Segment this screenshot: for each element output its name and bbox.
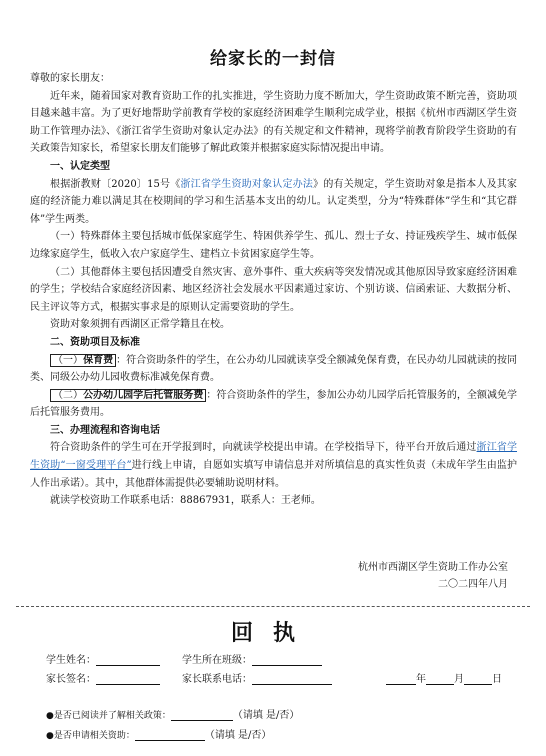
parent-phone-label: 家长联系电话： bbox=[182, 674, 252, 685]
application-platform-link[interactable]: 浙江省学生资助“一窗受理平台” bbox=[30, 442, 518, 472]
year-field[interactable] bbox=[386, 672, 416, 685]
apply-aid-hint: （请填 是/否） bbox=[204, 730, 272, 741]
day-label: 日 bbox=[492, 674, 502, 685]
section2-item2-text: ：符合资助条件的学生，参加公办幼儿园学后托管服务的，全额减免学后托管服务费用。 bbox=[30, 389, 518, 419]
parent-sign-label: 家长签名： bbox=[46, 674, 96, 685]
letter-body bbox=[30, 70, 517, 510]
student-name-field[interactable] bbox=[96, 653, 160, 666]
parent-phone-field[interactable] bbox=[252, 672, 332, 685]
section1-paragraph1 bbox=[30, 176, 517, 229]
reply-title: 回执 bbox=[230, 620, 315, 646]
section2-item1-label: 保育费 bbox=[83, 354, 114, 366]
greeting: 尊敬的家长朋友： bbox=[30, 73, 110, 84]
year-label: 年 bbox=[416, 674, 426, 685]
day-field[interactable] bbox=[464, 672, 492, 685]
policy-read-hint: （请填 是/否） bbox=[232, 710, 300, 721]
section2-item2-box bbox=[50, 389, 206, 402]
section1-p1-text-b: 》的有关规定，学生资助对象是指本人及其家庭的经济能力难以满足其在校期间的学习和生活基本支出的幼儿。认定类型，分为“特殊群体”学生和“其它群体”学生两类。 bbox=[30, 178, 518, 225]
section1-paragraph2 bbox=[30, 228, 517, 263]
section3-heading: 三、办理流程和咨询电话 bbox=[50, 424, 160, 436]
section2-item1-text: ：符合资助条件的学生，在公办幼儿园就读享受全额减免保育费，在民办幼儿园就读的按同类、同级公办幼儿园收费标准减免保育费。 bbox=[30, 354, 518, 384]
signoff-org: 杭州市西湖区学生资助工作办公室 bbox=[358, 562, 508, 573]
policy-read-field[interactable] bbox=[171, 708, 233, 721]
parent-sign-field[interactable] bbox=[96, 672, 160, 685]
cut-line-divider bbox=[16, 606, 530, 607]
month-field[interactable] bbox=[426, 672, 454, 685]
parent-sign-row bbox=[46, 670, 160, 685]
section1-p2-prefix: （一） bbox=[50, 231, 81, 243]
section3-p1-text-b: 进行线上申请，自愿如实填写申请信息并对所填信息的真实性负责（未成年学生由监护人作出承诺）。其中，其他群体需提供必要辅助说明材料。 bbox=[30, 460, 517, 489]
section1-paragraph4: 资助对象须拥有西湖区正常学籍且在校。 bbox=[50, 319, 230, 331]
section3-paragraph2: 就读学校资助工作联系电话：88867931，联系人：王老师。 bbox=[50, 495, 321, 507]
section2-item2 bbox=[30, 387, 517, 422]
section1-paragraph3: （二）其他群体主要包括因遭受自然灾害、意外事件、重大疾病等突发情况或其他原因导致家庭经济困难的学生；学校结合家庭经济因素、地区经济社会发展水平因素通过家访、个别访谈、信函索证、大数据分析、民主评议等方式，根据实事求是的原则认定需要资助的学生。 bbox=[30, 266, 517, 313]
intro-paragraph: 近年来，随着国家对教育资助工作的扎实推进，学生资助力度不断加大，学生资助政策不断完善，资助项目越来越丰富。为了更好地帮助学前教育学校的家庭经济困难学生顺利完成学业，根据《杭州市西湖区学生资助工作管理办法》、《浙江省学生资助对象认定办法》的有关规定和文件精神，现将学前教育阶段学生资助的有关政策告知家长，希望家长朋友们能够了解此政策并根据家庭实际情况提出申请。 bbox=[30, 90, 517, 155]
signoff-date: 二〇二四年八月 bbox=[438, 579, 508, 590]
student-name-row bbox=[46, 651, 160, 666]
date-row bbox=[386, 670, 502, 685]
section3-p1-text-a: 符合资助条件的学生可在开学报到时，向就读学校提出申请。在学校指导下，待平台开放后通过 bbox=[50, 442, 477, 454]
student-class-label: 学生所在班级： bbox=[182, 655, 252, 666]
parent-phone-row bbox=[182, 670, 332, 685]
section2-item2-prefix: （二） bbox=[53, 389, 84, 401]
section2-item1 bbox=[30, 352, 517, 387]
student-class-field[interactable] bbox=[252, 653, 322, 666]
section1-p2-text: 特殊群体主要包括城市低保家庭学生、特困供养学生、孤儿、烈士子女、持证残疾学生、城市低保边缘家庭学生，低收入农户家庭学生、建档立卡贫困家庭学生等。 bbox=[30, 231, 518, 260]
month-label: 月 bbox=[454, 674, 464, 685]
policy-read-question: ●是否已阅读并了解相关政策： bbox=[46, 711, 171, 721]
student-name-label: 学生姓名： bbox=[46, 655, 96, 666]
section2-item2-label: 公办幼儿园学后托管服务费 bbox=[83, 389, 204, 401]
apply-aid-question: ●是否申请相关资助： bbox=[46, 731, 135, 741]
section1-heading: 一、认定类型 bbox=[50, 160, 110, 172]
section2-item1-prefix: （一） bbox=[53, 354, 84, 366]
student-class-row bbox=[182, 651, 322, 666]
apply-aid-field[interactable] bbox=[135, 728, 205, 741]
letter-title: 给家长的一封信 bbox=[210, 49, 336, 69]
section2-heading: 二、资助项目及标准 bbox=[50, 336, 140, 348]
policy-link[interactable]: 浙江省学生资助对象认定办法 bbox=[180, 178, 314, 190]
section3-paragraph1 bbox=[30, 439, 517, 492]
apply-aid-row bbox=[46, 726, 271, 741]
policy-read-row bbox=[46, 706, 299, 721]
section1-p1-text-a: 根据浙教财〔2020〕15号《 bbox=[50, 178, 181, 190]
section2-item1-box bbox=[50, 354, 116, 367]
